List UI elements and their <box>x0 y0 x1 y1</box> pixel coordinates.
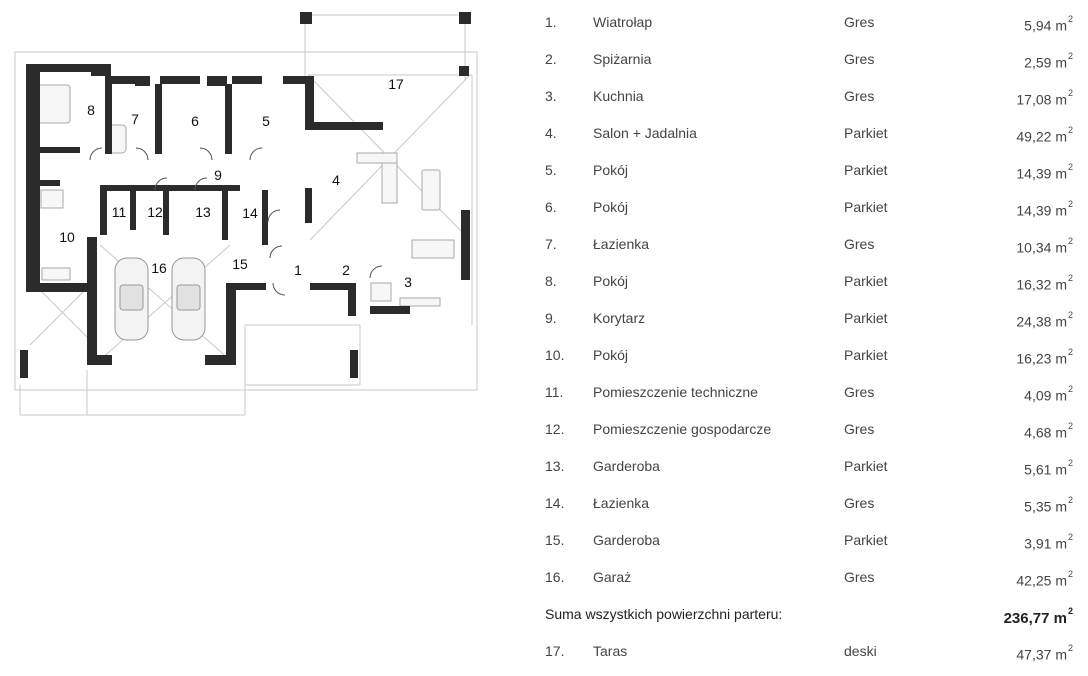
room-area: 24,38 $m^2$ <box>1016 310 1073 330</box>
room-row-6 <box>545 189 1073 226</box>
room-number: 11. <box>545 384 564 400</box>
room-row-11 <box>545 374 1073 411</box>
room-name: Kuchnia <box>593 88 644 104</box>
plan-label-7: 7 <box>131 111 139 127</box>
room-area: 14,39 $m^2$ <box>1016 199 1073 219</box>
room-row-14 <box>545 485 1073 522</box>
room-row-10 <box>545 337 1073 374</box>
room-number: 10. <box>545 347 565 363</box>
room-area: 5,61 $m^2$ <box>1024 458 1073 478</box>
room-area: 5,94 $m^2$ <box>1024 14 1073 34</box>
room-number: 3. <box>545 88 557 104</box>
room-name: Wiatrołap <box>593 14 653 30</box>
plan-label-14: 14 <box>242 205 258 221</box>
room-row-15 <box>545 522 1073 559</box>
room-floor: Gres <box>844 569 875 585</box>
room-name: Pokój <box>593 162 629 178</box>
room-row-1 <box>545 4 1073 41</box>
plan-label-1: 1 <box>294 262 302 278</box>
room-number: 9. <box>545 310 557 326</box>
room-name: Garaż <box>593 569 632 585</box>
room-floor: deski <box>844 643 877 659</box>
plan-label-4: 4 <box>332 172 340 188</box>
room-floor: Parkiet <box>844 125 888 141</box>
room-area: 4,68 $m^2$ <box>1024 421 1073 441</box>
plan-label-6: 6 <box>191 113 199 129</box>
room-floor: Parkiet <box>844 199 888 215</box>
plan-label-9: 9 <box>214 167 222 183</box>
room-number: 17. <box>545 643 565 659</box>
total-row <box>545 596 1073 633</box>
plan-label-11: 11 <box>111 204 127 220</box>
room-area: 47,37 $m^2$ <box>1016 643 1073 663</box>
plan-label-15: 15 <box>232 256 248 272</box>
room-name: Taras <box>593 643 628 659</box>
room-name: Korytarz <box>593 310 646 326</box>
total-area: 236,77 $m^2$ <box>1003 606 1073 627</box>
room-number: 6. <box>545 199 557 215</box>
room-name: Pokój <box>593 347 629 363</box>
room-row-7 <box>545 226 1073 263</box>
room-floor: Gres <box>844 14 875 30</box>
room-row-9 <box>545 300 1073 337</box>
room-area: 3,91 $m^2$ <box>1024 532 1073 552</box>
room-area: 42,25 $m^2$ <box>1016 569 1073 589</box>
room-number: 16. <box>545 569 565 585</box>
room-number: 4. <box>545 125 557 141</box>
room-area: 17,08 $m^2$ <box>1016 88 1073 108</box>
plan-label-10: 10 <box>59 229 75 245</box>
room-name: Salon + Jadalnia <box>593 125 697 141</box>
room-number: 14. <box>545 495 565 511</box>
plan-label-13: 13 <box>195 204 211 220</box>
room-area: 16,32 $m^2$ <box>1016 273 1073 293</box>
room-floor: Gres <box>844 421 875 437</box>
room-floor: Parkiet <box>844 273 888 289</box>
plan-label-8: 8 <box>87 102 95 118</box>
room-area: 5,35 $m^2$ <box>1024 495 1073 515</box>
room-row-5 <box>545 152 1073 189</box>
room-number: 15. <box>545 532 565 548</box>
room-floor: Parkiet <box>844 310 888 326</box>
plan-label-12: 12 <box>147 204 163 220</box>
room-number: 5. <box>545 162 557 178</box>
room-area: 16,23 $m^2$ <box>1016 347 1073 367</box>
room-name: Pomieszczenie techniczne <box>593 384 758 400</box>
room-row-8 <box>545 263 1073 300</box>
room-row-4 <box>545 115 1073 152</box>
room-name: Garderoba <box>593 458 660 474</box>
plan-label-3: 3 <box>404 274 412 290</box>
room-row-2 <box>545 41 1073 78</box>
room-floor: Gres <box>844 384 875 400</box>
room-name: Łazienka <box>593 495 650 511</box>
room-row-3 <box>545 78 1073 115</box>
plan-label-17: 17 <box>388 76 404 92</box>
room-area: 2,59 $m^2$ <box>1024 51 1073 71</box>
room-floor: Parkiet <box>844 532 888 548</box>
room-floor: Gres <box>844 495 875 511</box>
room-area: 14,39 $m^2$ <box>1016 162 1073 182</box>
room-number: 1. <box>545 14 557 30</box>
room-area: 4,09 $m^2$ <box>1024 384 1073 404</box>
room-number: 2. <box>545 51 557 67</box>
room-floor: Parkiet <box>844 458 888 474</box>
room-area: 49,22 $m^2$ <box>1016 125 1073 145</box>
floor-plan <box>0 0 500 430</box>
room-floor: Gres <box>844 88 875 104</box>
room-name: Garderoba <box>593 532 660 548</box>
plan-label-2: 2 <box>342 262 350 278</box>
room-floor: Parkiet <box>844 347 888 363</box>
room-number: 12. <box>545 421 565 437</box>
room-floor: Gres <box>844 51 875 67</box>
room-row-12 <box>545 411 1073 448</box>
room-name: Pomieszczenie gospodarcze <box>593 421 772 437</box>
room-row-13 <box>545 448 1073 485</box>
room-name: Łazienka <box>593 236 650 252</box>
room-floor: Parkiet <box>844 162 888 178</box>
total-label: Suma wszystkich powierzchni parteru: <box>545 606 783 622</box>
room-name: Pokój <box>593 199 629 215</box>
rooms-table <box>545 4 1073 670</box>
plan-label-5: 5 <box>262 113 270 129</box>
room-number: 8. <box>545 273 557 289</box>
room-name: Spiżarnia <box>593 51 652 67</box>
terrace-row <box>545 633 1073 670</box>
room-area: 10,34 $m^2$ <box>1016 236 1073 256</box>
room-number: 7. <box>545 236 557 252</box>
room-number: 13. <box>545 458 565 474</box>
room-floor: Gres <box>844 236 875 252</box>
room-row-16 <box>545 559 1073 596</box>
plan-label-16: 16 <box>151 260 167 276</box>
room-name: Pokój <box>593 273 629 289</box>
